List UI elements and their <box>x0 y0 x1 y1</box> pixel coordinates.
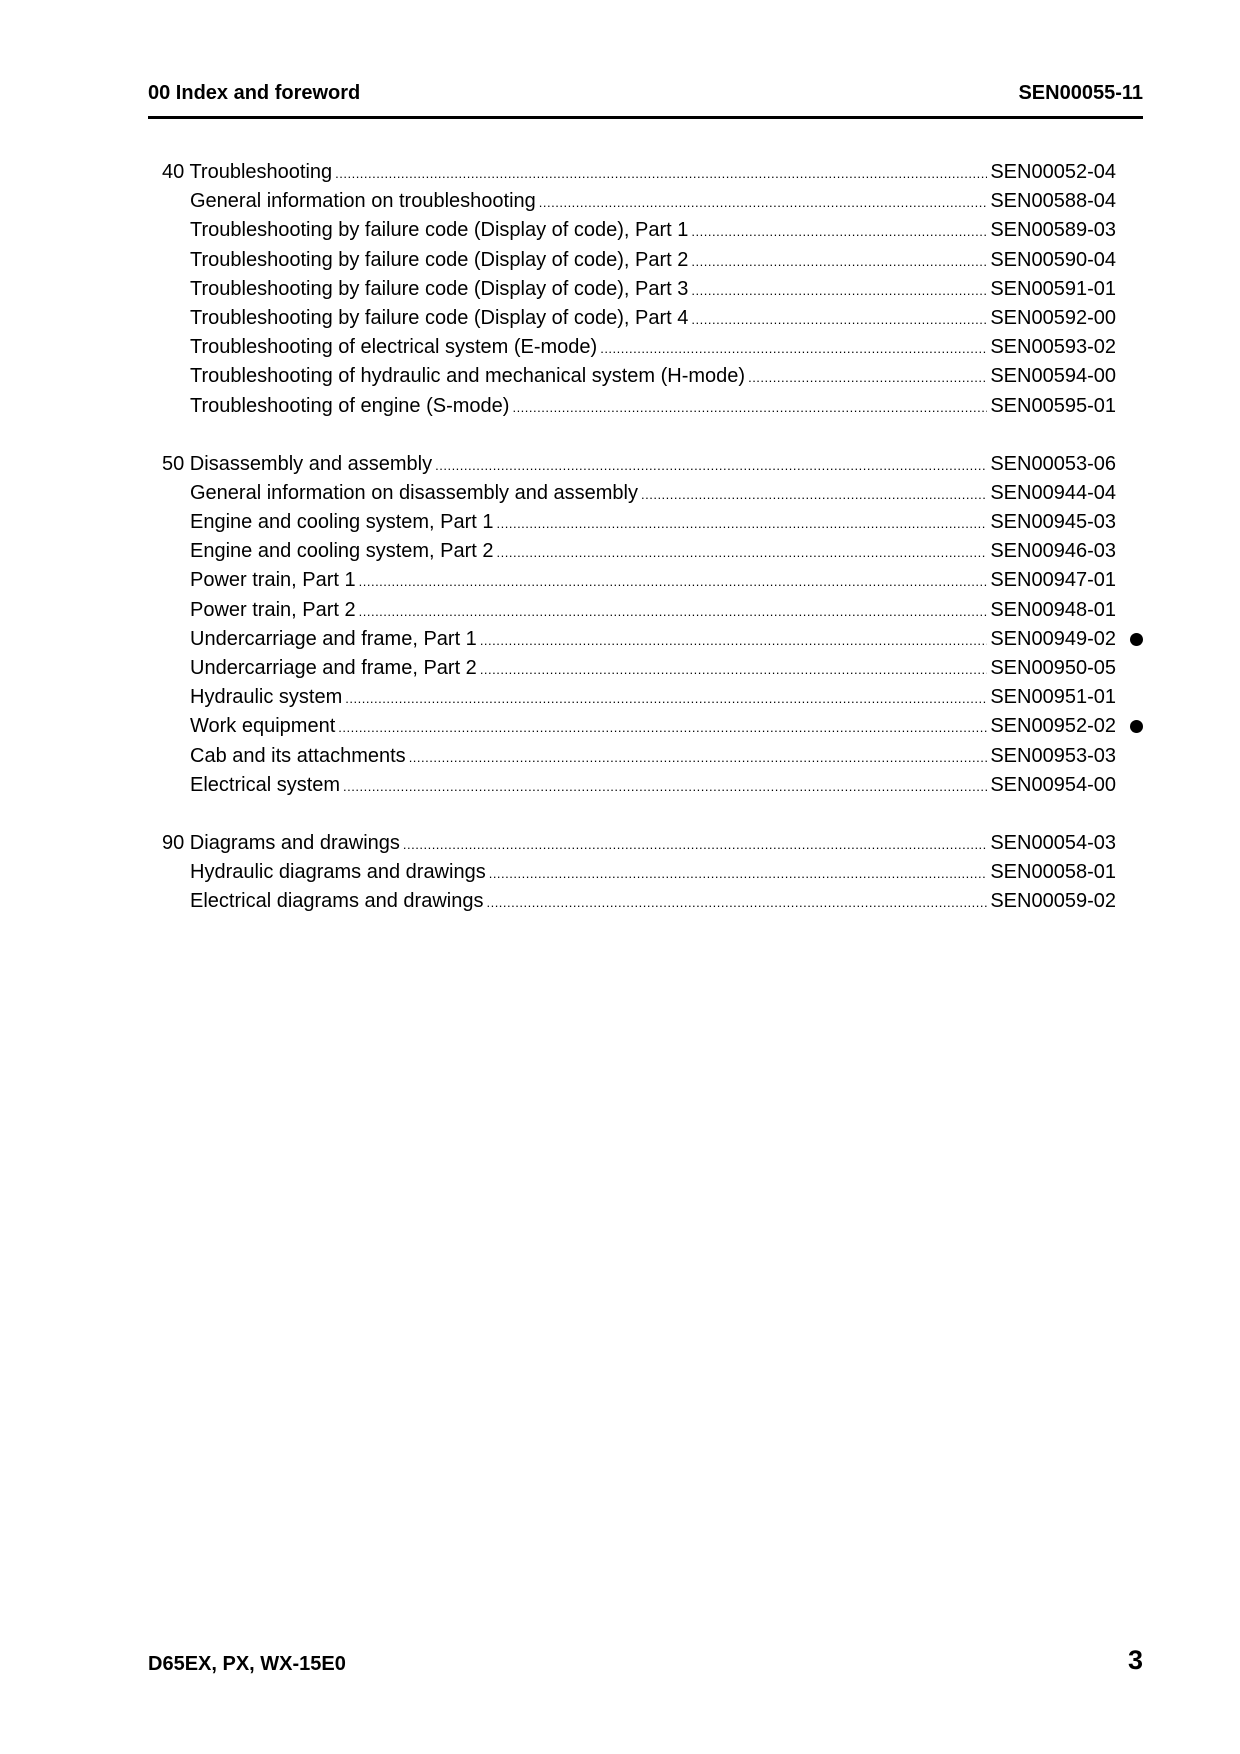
toc-title: Electrical system <box>190 773 341 796</box>
dot-leader <box>497 538 988 567</box>
toc-row-content <box>190 304 1116 334</box>
toc-entry-row <box>148 187 1143 216</box>
toc-row-content <box>190 275 1116 305</box>
toc-row-content <box>162 450 1116 480</box>
toc-row-content <box>190 683 1116 713</box>
toc-title: Troubleshooting by failure code (Display of code), Part 1 <box>190 219 689 242</box>
toc-title: Hydraulic diagrams and drawings <box>190 861 486 884</box>
dot-leader <box>343 772 987 801</box>
toc-section-row <box>148 829 1143 858</box>
dot-leader <box>489 859 988 888</box>
toc-row-content <box>190 625 1116 655</box>
page-footer <box>148 1645 1143 1681</box>
toc-title: Power train, Part 1 <box>190 569 356 592</box>
toc-document-code: SEN00588-04 <box>990 190 1116 213</box>
toc-entry-row <box>148 392 1143 421</box>
toc-title: Troubleshooting by failure code (Display of code), Part 4 <box>190 306 689 329</box>
toc-row-content <box>190 216 1116 246</box>
dot-leader <box>480 655 988 684</box>
dot-leader <box>691 247 987 276</box>
toc-row-content <box>190 858 1116 888</box>
toc-entry-row <box>148 654 1143 683</box>
toc-document-code: SEN00052-04 <box>990 161 1116 183</box>
toc-section-row <box>148 158 1143 187</box>
toc-title: Work equipment <box>190 715 336 738</box>
toc-title: Troubleshooting of electrical system (E-mode) <box>190 336 598 359</box>
toc-section <box>148 158 1143 421</box>
dot-leader <box>691 305 987 334</box>
toc-title: Cab and its attachments <box>190 744 406 767</box>
toc-entry-row <box>148 712 1143 741</box>
toc-entry-row <box>148 216 1143 245</box>
toc-title: Troubleshooting by failure code (Display of code), Part 2 <box>190 248 689 271</box>
toc-title: General information on disassembly and assembly <box>190 481 638 504</box>
toc-document-code: SEN00053-06 <box>990 452 1116 475</box>
dot-leader <box>691 217 987 246</box>
toc-document-code: SEN00591-01 <box>990 277 1116 300</box>
toc-entry-row <box>148 304 1143 333</box>
dot-leader <box>497 509 988 538</box>
toc-document-code: SEN00590-04 <box>990 248 1116 271</box>
toc-entry-row <box>148 742 1143 771</box>
toc-row-content <box>190 479 1116 509</box>
toc-row-content <box>190 246 1116 276</box>
toc-document-code: SEN00954-00 <box>990 773 1116 796</box>
toc-title: 40 Troubleshooting <box>162 161 333 183</box>
toc-document-code: SEN00949-02 <box>990 627 1116 650</box>
toc-title: General information on troubleshooting <box>190 190 536 213</box>
page-number: 3 <box>1127 1645 1143 1675</box>
toc-title: Engine and cooling system, Part 2 <box>190 540 494 563</box>
toc-document-code: SEN00058-01 <box>990 861 1116 884</box>
dot-leader <box>409 743 988 772</box>
dot-leader <box>345 684 987 713</box>
toc-entry-row <box>148 537 1143 566</box>
toc-row-content <box>190 566 1116 596</box>
toc-row-content <box>162 158 1116 188</box>
dot-leader <box>403 830 987 859</box>
toc-document-code: SEN00594-00 <box>990 365 1116 388</box>
toc-row-content <box>190 742 1116 772</box>
toc-title: Undercarriage and frame, Part 2 <box>190 657 477 679</box>
toc-title: Hydraulic system <box>190 686 343 709</box>
page-header <box>148 82 1143 110</box>
toc-row-content <box>190 333 1116 363</box>
dot-leader <box>512 393 987 422</box>
dot-leader <box>641 480 987 509</box>
toc-document-code: SEN00947-01 <box>990 569 1116 592</box>
toc-title: Power train, Part 2 <box>190 598 356 621</box>
dot-leader <box>600 334 987 363</box>
toc-entry-row <box>148 596 1143 625</box>
toc-document-code: SEN00595-01 <box>990 394 1116 417</box>
toc-row-content <box>190 887 1116 917</box>
toc-row-content <box>190 508 1116 538</box>
toc-row-content <box>190 392 1116 422</box>
dot-leader <box>486 888 987 917</box>
toc-entry-row <box>148 508 1143 537</box>
toc-title: Electrical diagrams and drawings <box>190 890 484 913</box>
toc-row-content <box>190 596 1116 626</box>
toc-entry-row <box>148 858 1143 887</box>
dot-leader <box>435 451 987 480</box>
dot-leader <box>338 713 987 742</box>
toc-title: Troubleshooting by failure code (Display of code), Part 3 <box>190 277 689 300</box>
toc-row-content <box>190 537 1116 567</box>
toc-title: Undercarriage and frame, Part 1 <box>190 627 477 650</box>
toc-entry-row <box>148 887 1143 916</box>
toc-title: Engine and cooling system, Part 1 <box>190 511 494 534</box>
toc-entry-row <box>148 246 1143 275</box>
toc-row-content <box>190 712 1116 742</box>
toc-row-content <box>190 187 1116 217</box>
toc-document-code: SEN00948-01 <box>990 598 1116 621</box>
toc-document-code: SEN00592-00 <box>990 306 1116 329</box>
toc-document-code: SEN00593-02 <box>990 336 1116 359</box>
toc-entry-row <box>148 771 1143 800</box>
toc-entry-row <box>148 275 1143 304</box>
toc-title: 50 Disassembly and assembly <box>162 452 433 475</box>
toc-document-code: SEN00589-03 <box>990 219 1116 242</box>
dot-leader <box>539 188 988 217</box>
revision-bullet-icon <box>1130 633 1143 646</box>
toc-title: 90 Diagrams and drawings <box>162 831 400 854</box>
toc-entry-row <box>148 479 1143 508</box>
toc-entry-row <box>148 362 1143 391</box>
table-of-contents <box>148 158 1143 946</box>
toc-document-code: SEN00059-02 <box>990 890 1116 913</box>
toc-row-content <box>162 829 1116 859</box>
toc-row-content <box>190 362 1116 392</box>
dot-leader <box>691 276 987 305</box>
toc-entry-row <box>148 566 1143 595</box>
toc-title: Troubleshooting of hydraulic and mechanical system (H-mode) <box>190 365 746 388</box>
toc-document-code: SEN00054-03 <box>990 831 1116 854</box>
toc-entry-row <box>148 625 1143 654</box>
toc-document-code: SEN00951-01 <box>990 686 1116 709</box>
footer-model: D65EX, PX, WX-15E0 <box>148 1653 346 1675</box>
toc-section <box>148 450 1143 800</box>
dot-leader <box>480 626 988 655</box>
toc-document-code: SEN00946-03 <box>990 540 1116 563</box>
toc-section-row <box>148 450 1143 479</box>
toc-document-code: SEN00950-05 <box>990 657 1116 679</box>
toc-document-code: SEN00953-03 <box>990 744 1116 767</box>
toc-document-code: SEN00952-02 <box>990 715 1116 738</box>
toc-entry-row <box>148 683 1143 712</box>
toc-section <box>148 829 1143 917</box>
toc-entry-row <box>148 333 1143 362</box>
dot-leader <box>359 567 988 596</box>
dot-leader <box>335 159 987 188</box>
toc-row-content <box>190 654 1116 684</box>
revision-bullet-icon <box>1130 720 1143 733</box>
toc-row-content <box>190 771 1116 801</box>
dot-leader <box>748 363 987 392</box>
dot-leader <box>359 597 988 626</box>
toc-document-code: SEN00945-03 <box>990 511 1116 534</box>
toc-title: Troubleshooting of engine (S-mode) <box>190 394 510 417</box>
header-section-title: 00 Index and foreword <box>148 82 361 104</box>
header-document-code: SEN00055-11 <box>1018 82 1143 104</box>
header-rule <box>148 116 1143 119</box>
toc-document-code: SEN00944-04 <box>990 481 1116 504</box>
